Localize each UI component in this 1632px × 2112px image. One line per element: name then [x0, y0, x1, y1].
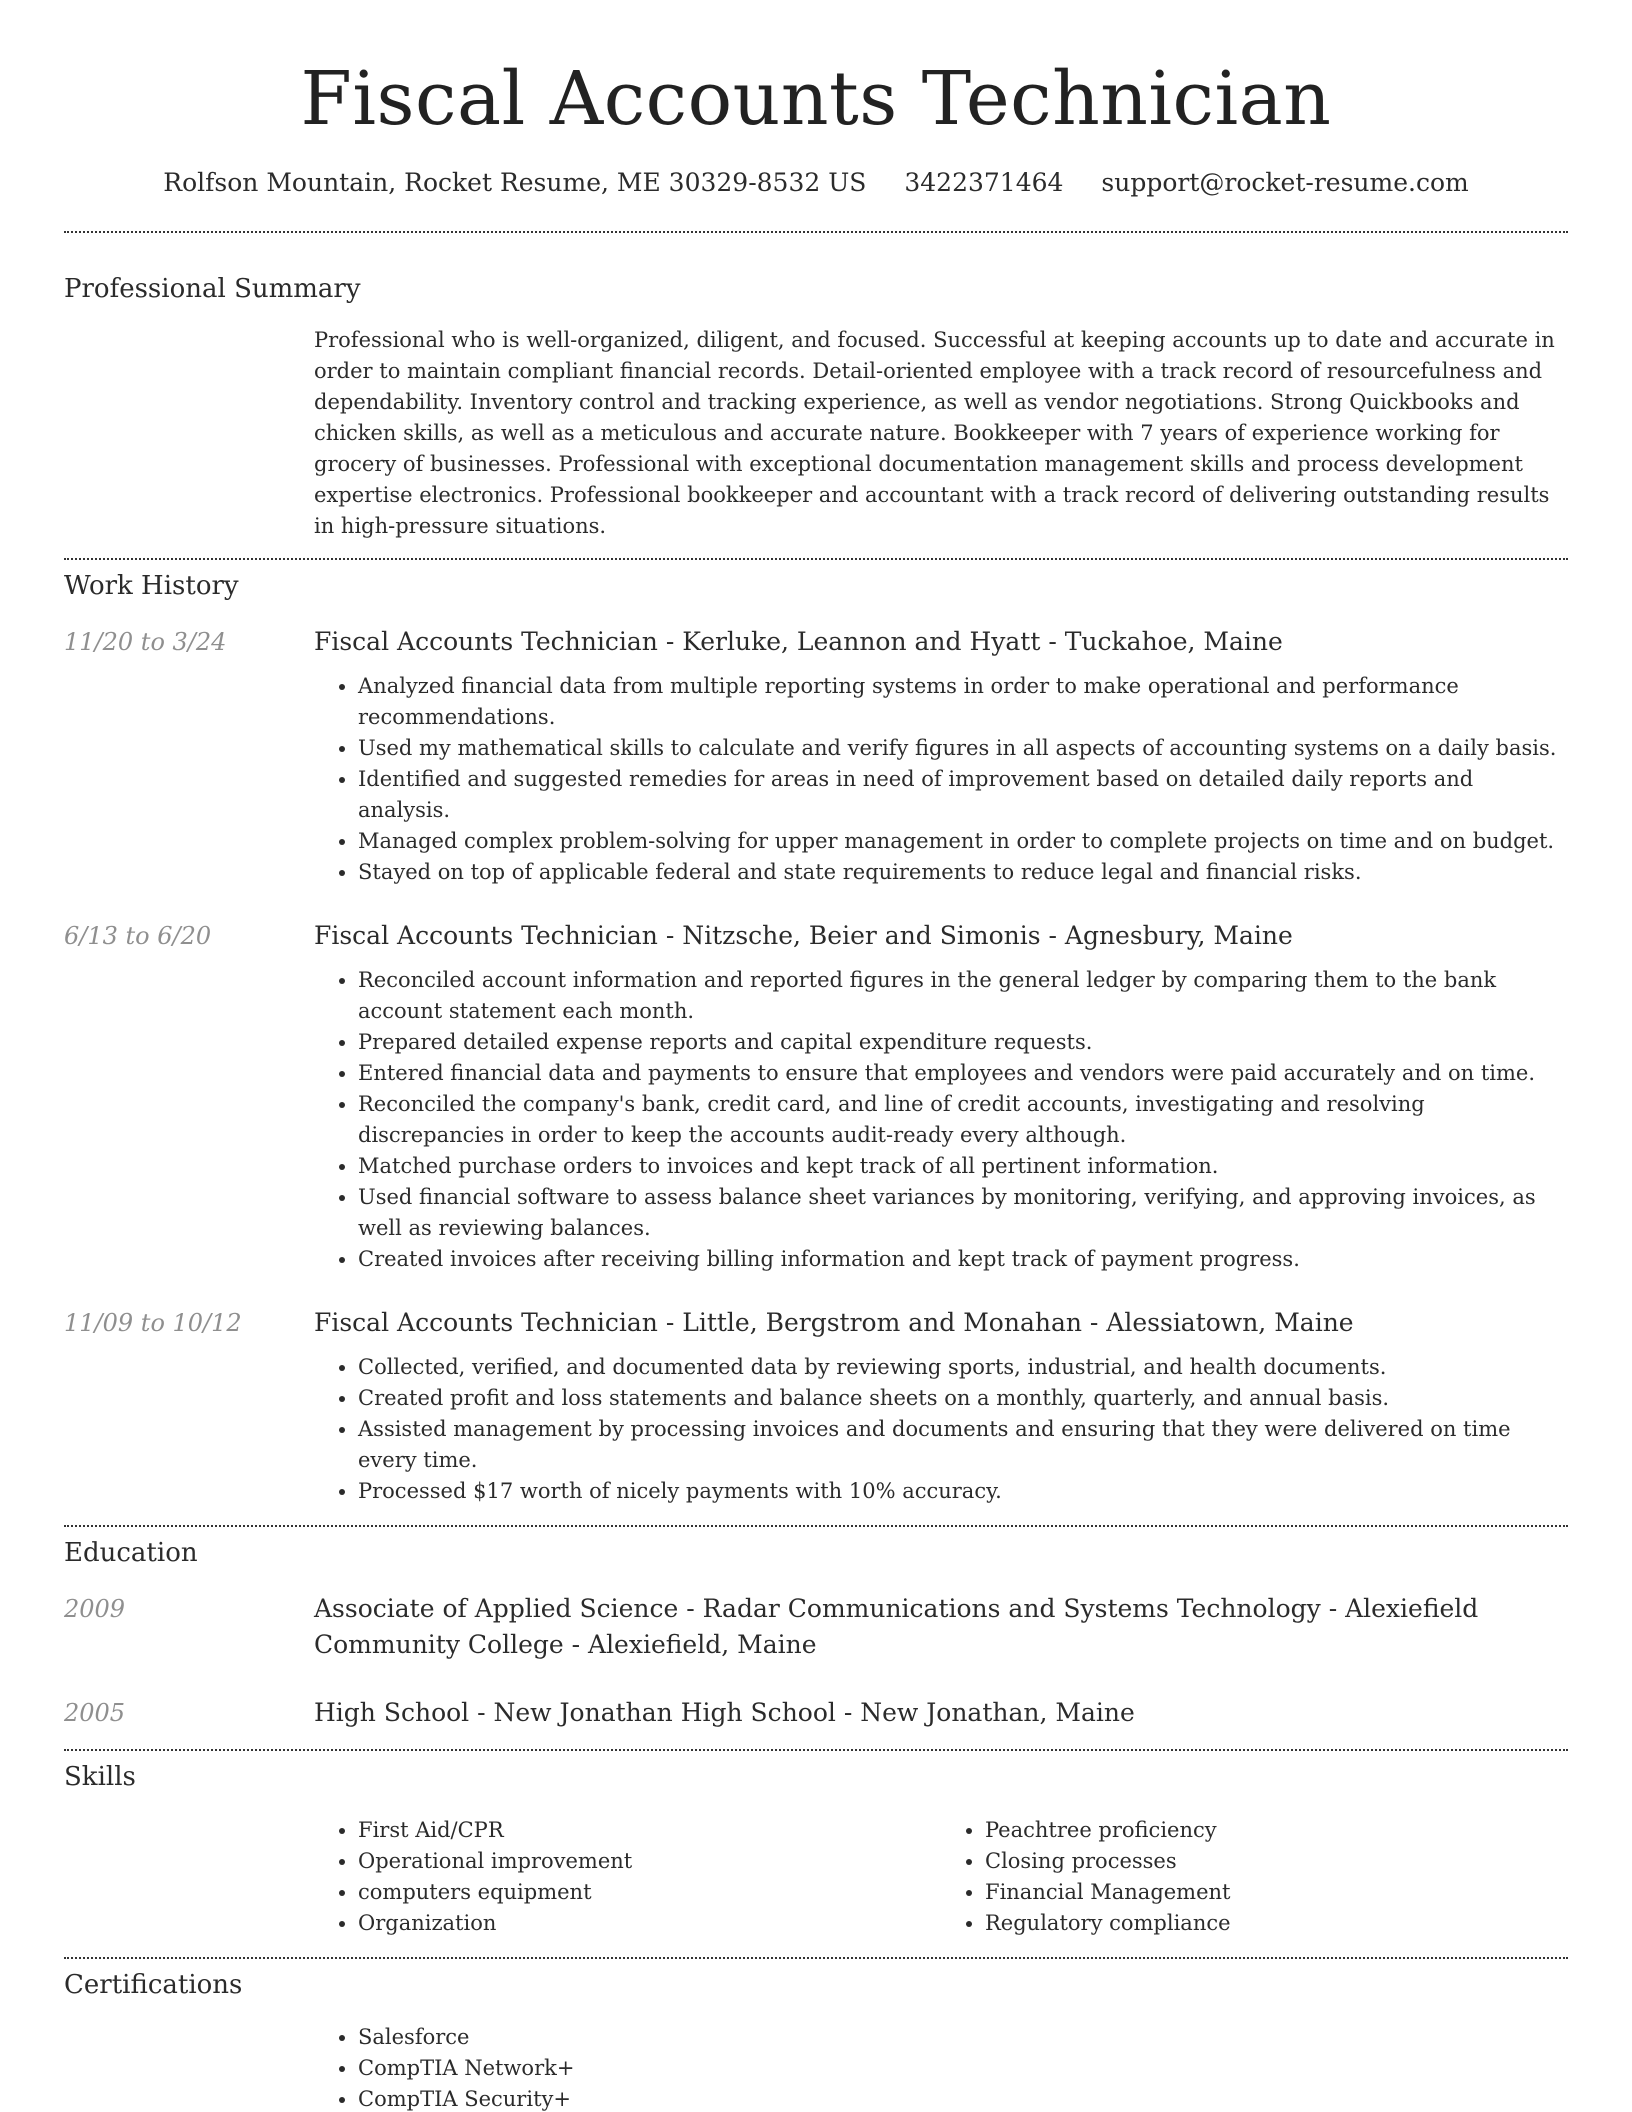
job-bullet: • Created invoices after receiving billing information and kept track of payment progress.	[358, 1244, 1568, 1275]
certification-item: • Salesforce	[358, 2022, 1568, 2053]
section-divider	[64, 231, 1568, 233]
job-bullets	[314, 1352, 1568, 1507]
job-bullet: • Collected, verified, and documented data by reviewing sports, industrial, and health documents.	[358, 1352, 1568, 1383]
job-entry	[64, 1305, 1568, 1507]
skills-heading: Skills	[64, 1761, 136, 1792]
education-entry	[64, 1591, 1568, 1663]
job-bullet: • Entered financial data and payments to ensure that employees and vendors were paid accurately and on time.	[358, 1058, 1568, 1089]
contact-phone: 3422371464	[904, 168, 1064, 197]
job-bullet: • Created profit and loss statements and balance sheets on a monthly, quarterly, and annual basis.	[358, 1383, 1568, 1414]
job-bullet: • Reconciled the company's bank, credit card, and line of credit accounts, investigating and resolving discrepancies in order to keep the accounts audit-ready every although.	[358, 1089, 1568, 1151]
education-entry	[64, 1695, 1568, 1731]
education-year: 2009	[64, 1594, 126, 1623]
job-bullet: • Used financial software to assess balance sheet variances by monitoring, verifying, and approving invoices, as well as reviewing balances.	[358, 1182, 1568, 1244]
education-heading: Education	[64, 1537, 198, 1568]
job-bullet: • Reconciled account information and reported figures in the general ledger by comparing them to the bank account statement each month.	[358, 965, 1568, 1027]
skill-item: • computers equipment	[358, 1877, 941, 1908]
skills-section	[64, 1763, 1568, 1939]
job-bullet: • Prepared detailed expense reports and capital expenditure requests.	[358, 1027, 1568, 1058]
section-divider	[64, 1749, 1568, 1751]
job-bullet: • Assisted management by processing invoices and documents and ensuring that they were delivered on time every time.	[358, 1414, 1568, 1476]
job-dates: 11/20 to 3/24	[64, 627, 227, 656]
job-heading: Fiscal Accounts Technician - Little, Bergstrom and Monahan - Alessiatown, Maine	[314, 1307, 1354, 1337]
skills-list-left	[314, 1815, 941, 1939]
certifications-heading: Certifications	[64, 1969, 243, 2000]
education-heading-text: Associate of Applied Science - Radar Communications and Systems Technology - Alexiefield Community College - Alexiefield, Maine	[314, 1593, 1479, 1659]
job-bullet: • Managed complex problem-solving for upper management in order to complete projects on time and on budget.	[358, 826, 1568, 857]
job-bullet: • Analyzed financial data from multiple reporting systems in order to make operational and performance recommendations.	[358, 671, 1568, 733]
education-heading-text: High School - New Jonathan High School - New Jonathan, Maine	[314, 1697, 1135, 1727]
certifications-section	[64, 1971, 1568, 2112]
contact-line	[64, 170, 1568, 195]
section-divider	[64, 558, 1568, 560]
job-heading: Fiscal Accounts Technician - Kerluke, Leannon and Hyatt - Tuckahoe, Maine	[314, 626, 1283, 656]
summary-heading: Professional Summary	[64, 274, 361, 304]
skill-item: • Organization	[358, 1908, 941, 1939]
skills-list-right	[941, 1815, 1568, 1939]
job-bullet: • Stayed on top of applicable federal and state requirements to reduce legal and financial risks.	[358, 857, 1568, 888]
job-bullet: • Used my mathematical skills to calculate and verify figures in all aspects of accounting systems on a daily basis.	[358, 733, 1568, 764]
resume-name: Fiscal Accounts Technician	[300, 56, 1332, 142]
job-bullets	[314, 671, 1568, 888]
summary-section	[64, 275, 1568, 542]
job-bullet: • Processed $17 worth of nicely payments with 10% accuracy.	[358, 1476, 1568, 1507]
skill-item: • First Aid/CPR	[358, 1815, 941, 1846]
education-section	[64, 1539, 1568, 1731]
contact-address: Rolfson Mountain, Rocket Resume, ME 30329-8532 US	[163, 168, 867, 197]
skill-item: • Regulatory compliance	[985, 1908, 1568, 1939]
job-dates: 11/09 to 10/12	[64, 1308, 242, 1337]
job-dates: 6/13 to 6/20	[64, 921, 212, 950]
section-divider	[64, 1525, 1568, 1527]
work-heading: Work History	[64, 570, 239, 601]
skill-item: • Closing processes	[985, 1846, 1568, 1877]
skill-item: • Peachtree proficiency	[985, 1815, 1568, 1846]
job-heading: Fiscal Accounts Technician - Nitzsche, Beier and Simonis - Agnesbury, Maine	[314, 920, 1293, 950]
job-bullets	[314, 965, 1568, 1275]
job-entry	[64, 918, 1568, 1275]
certification-item: • CompTIA Security+	[358, 2084, 1568, 2112]
certification-item: • CompTIA Network+	[358, 2053, 1568, 2084]
section-divider	[64, 1957, 1568, 1959]
job-bullet: • Matched purchase orders to invoices and kept track of all pertinent information.	[358, 1151, 1568, 1182]
summary-text: Professional who is well-organized, diligent, and focused. Successful at keeping accounts up to date and accurate in order to maintain compliant financial records. Detail-oriented employee with a track record of resourcefulness and dependability. Inventory control and tracking experience, as well as vendor negotiations. Strong Quickbooks and chicken skills, as well as a meticulous and accurate nature. Bookkeeper with 7 years of experience working for grocery of businesses. Professional with exceptional documentation management skills and process development expertise electronics. Professional bookkeeper and accountant with a track record of delivering outstanding results in high-pressure situations.	[314, 327, 1555, 538]
certifications-list	[314, 2022, 1568, 2112]
skill-item: • Operational improvement	[358, 1846, 941, 1877]
work-section	[64, 572, 1568, 1507]
education-year: 2005	[64, 1698, 126, 1727]
job-bullet: • Identified and suggested remedies for areas in need of improvement based on detailed daily reports and analysis.	[358, 764, 1568, 826]
job-entry	[64, 624, 1568, 888]
skill-item: • Financial Management	[985, 1877, 1568, 1908]
contact-email: support@rocket-resume.com	[1101, 168, 1469, 197]
